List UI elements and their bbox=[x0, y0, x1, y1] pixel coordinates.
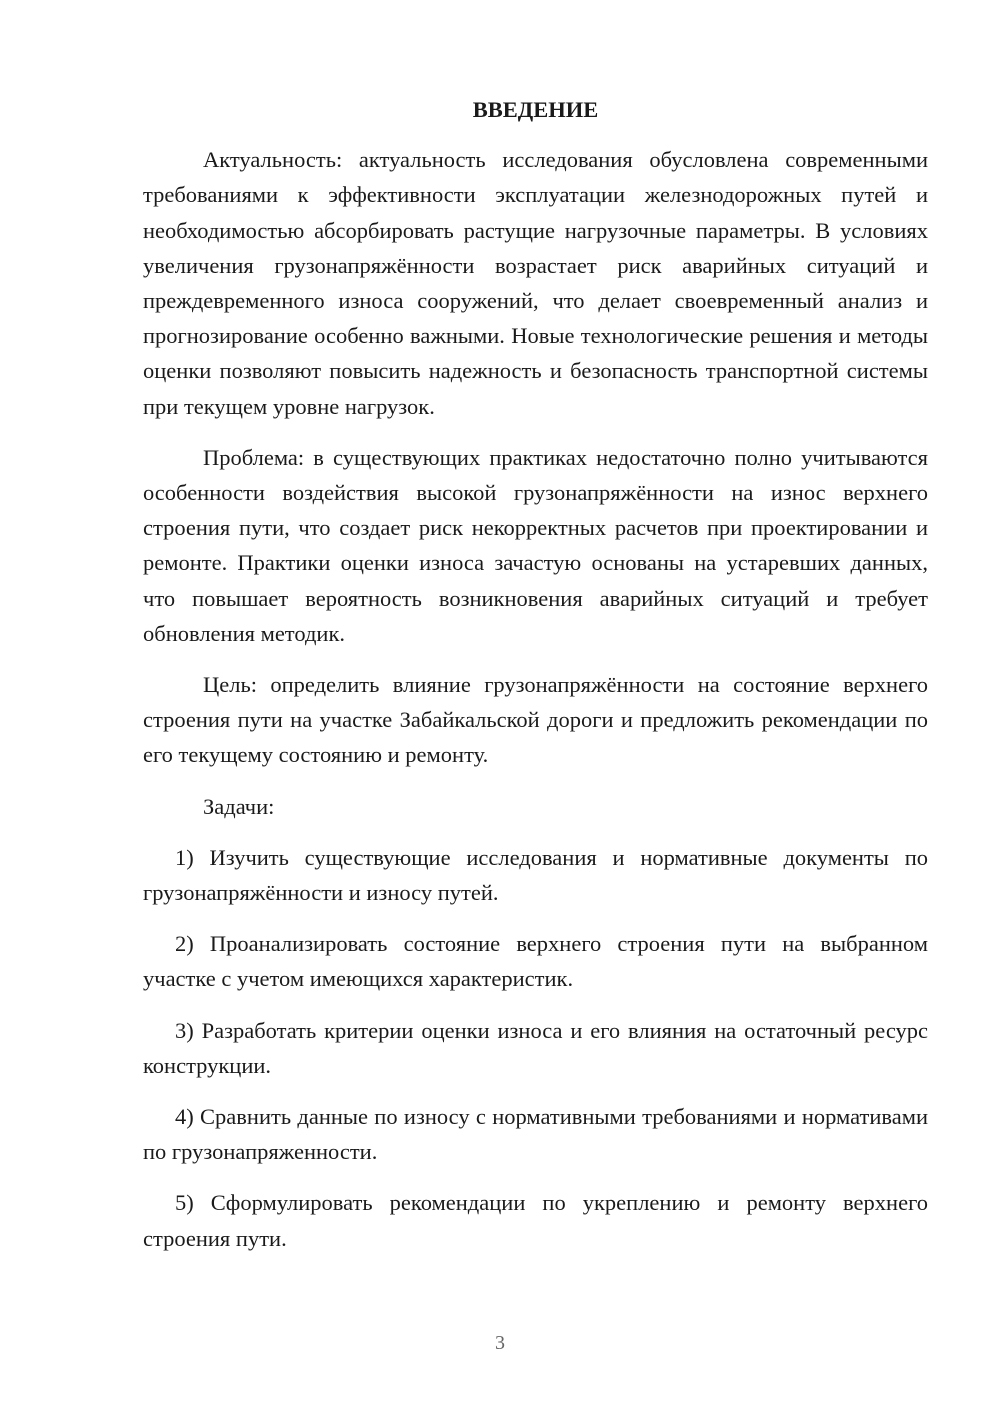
task-item-1: 1) Изучить существующие исследования и нормативные документы по грузонапряжённости и износу путей. bbox=[143, 844, 928, 906]
task-item-4: 4) Сравнить данные по износу с нормативными требованиями и нормативами по грузонапряженности. bbox=[143, 1104, 928, 1165]
page-number: 3 bbox=[495, 1332, 505, 1354]
task-item-5: 5) Сформулировать рекомендации по укреплению и ремонту верхнего строения пути. bbox=[143, 1190, 928, 1251]
paragraph-goal: Цель: определить влияние грузонапряжённости на состояние верхнего строения пути на участке Забайкальской дороги и предложить рекомендации по его текущему состоянию и ремонту. bbox=[143, 672, 928, 768]
paragraph-relevance: Актуальность: актуальность исследования обусловлена современными требованиями к эффективности эксплуатации железнодорожных путей и необходимостью абсорбировать растущие нагрузочные параметры. В условиях увеличения грузонапряжённости возрастает риск аварийных ситуаций и преждевременного износа сооружений, что делает своевременный анализ и прогнозирование особенно важными. Новые технологические решения и методы оценки позволяют повысить надежность и безопасность транспортной системы при текущем уровне нагрузок. bbox=[143, 147, 928, 419]
task-item-3: 3) Разработать критерии оценки износа и его влияния на остаточный ресурс конструкции. bbox=[143, 1017, 928, 1078]
tasks-label: Задачи: bbox=[203, 793, 275, 819]
task-item-2: 2) Проанализировать состояние верхнего строения пути на выбранном участке с учетом имеющихся характеристик. bbox=[143, 931, 928, 992]
paragraph-problem: Проблема: в существующих практиках недостаточно полно учитываются особенности воздействия высокой грузонапряжённости на износ верхнего строения пути, что создает риск некорректных расчетов при проектировании и ремонте. Практики оценки износа зачастую основаны на устаревших данных, что повышает вероятность возникновения аварийных ситуаций и требует обновления методик. bbox=[143, 444, 928, 646]
section-title: ВВЕДЕНИЕ bbox=[472, 97, 599, 122]
document-page bbox=[143, 92, 928, 1272]
